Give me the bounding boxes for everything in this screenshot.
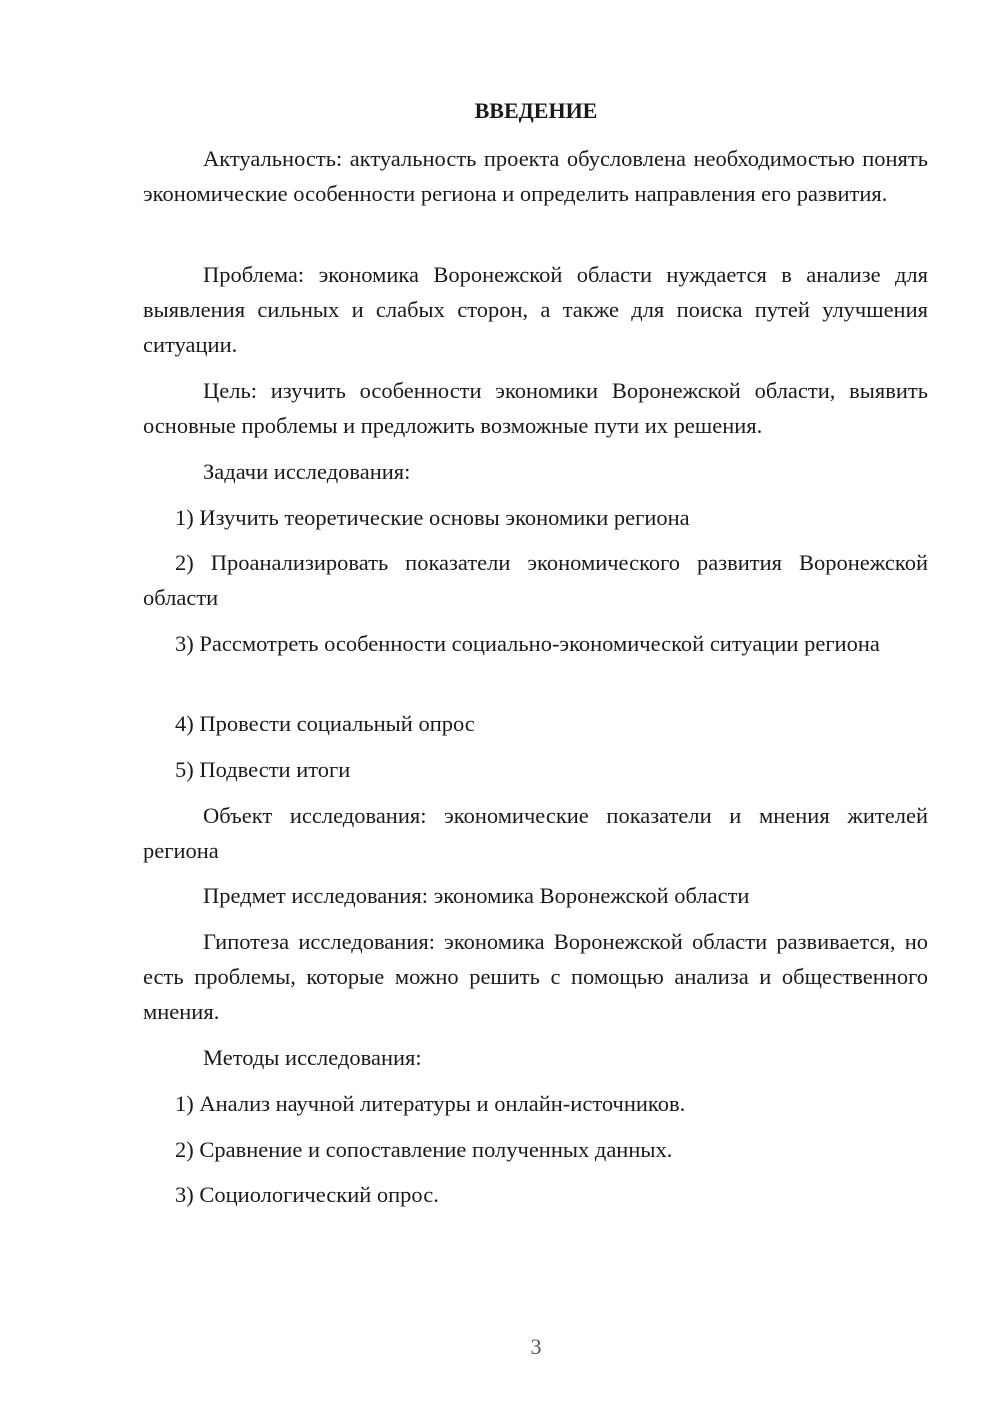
- object-paragraph: Объект исследования: экономические показатели и мнения жителей региона: [143, 803, 928, 863]
- task-item-1: 1) Изучить теоретические основы экономики региона: [175, 505, 690, 530]
- subject-paragraph: Предмет исследования: экономика Воронежской области: [203, 883, 750, 908]
- method-item-2: 2) Сравнение и сопоставление полученных данных.: [175, 1137, 673, 1162]
- task-item-2: 2) Проанализировать показатели экономического развития Воронежской области: [143, 550, 928, 610]
- task-item-4: 4) Провести социальный опрос: [175, 711, 475, 736]
- section-heading: ВВЕДЕНИЕ: [474, 98, 598, 123]
- methods-title: Методы исследования:: [203, 1045, 422, 1070]
- page-number: 3: [530, 1334, 542, 1359]
- problem-paragraph: Проблема: экономика Воронежской области нуждается в анализе для выявления сильных и слабых сторон, а также для поиска путей улучшения ситуации.: [143, 262, 928, 357]
- task-item-5: 5) Подвести итоги: [175, 757, 351, 782]
- relevance-paragraph: Актуальность: актуальность проекта обусловлена необходимостью понять экономические особенности региона и определить направления его развития.: [143, 146, 928, 206]
- goal-paragraph: Цель: изучить особенности экономики Воронежской области, выявить основные проблемы и предложить возможные пути их решения.: [143, 378, 928, 438]
- tasks-title: Задачи исследования:: [203, 459, 411, 484]
- hypothesis-paragraph: Гипотеза исследования: экономика Воронежской области развивается, но есть проблемы, которые можно решить с помощью анализа и общественного мнения.: [143, 929, 928, 1024]
- task-item-3: 3) Рассмотреть особенности социально-экономической ситуации региона: [175, 631, 880, 656]
- method-item-1: 1) Анализ научной литературы и онлайн-источников.: [175, 1091, 686, 1116]
- method-item-3: 3) Социологический опрос.: [175, 1182, 439, 1207]
